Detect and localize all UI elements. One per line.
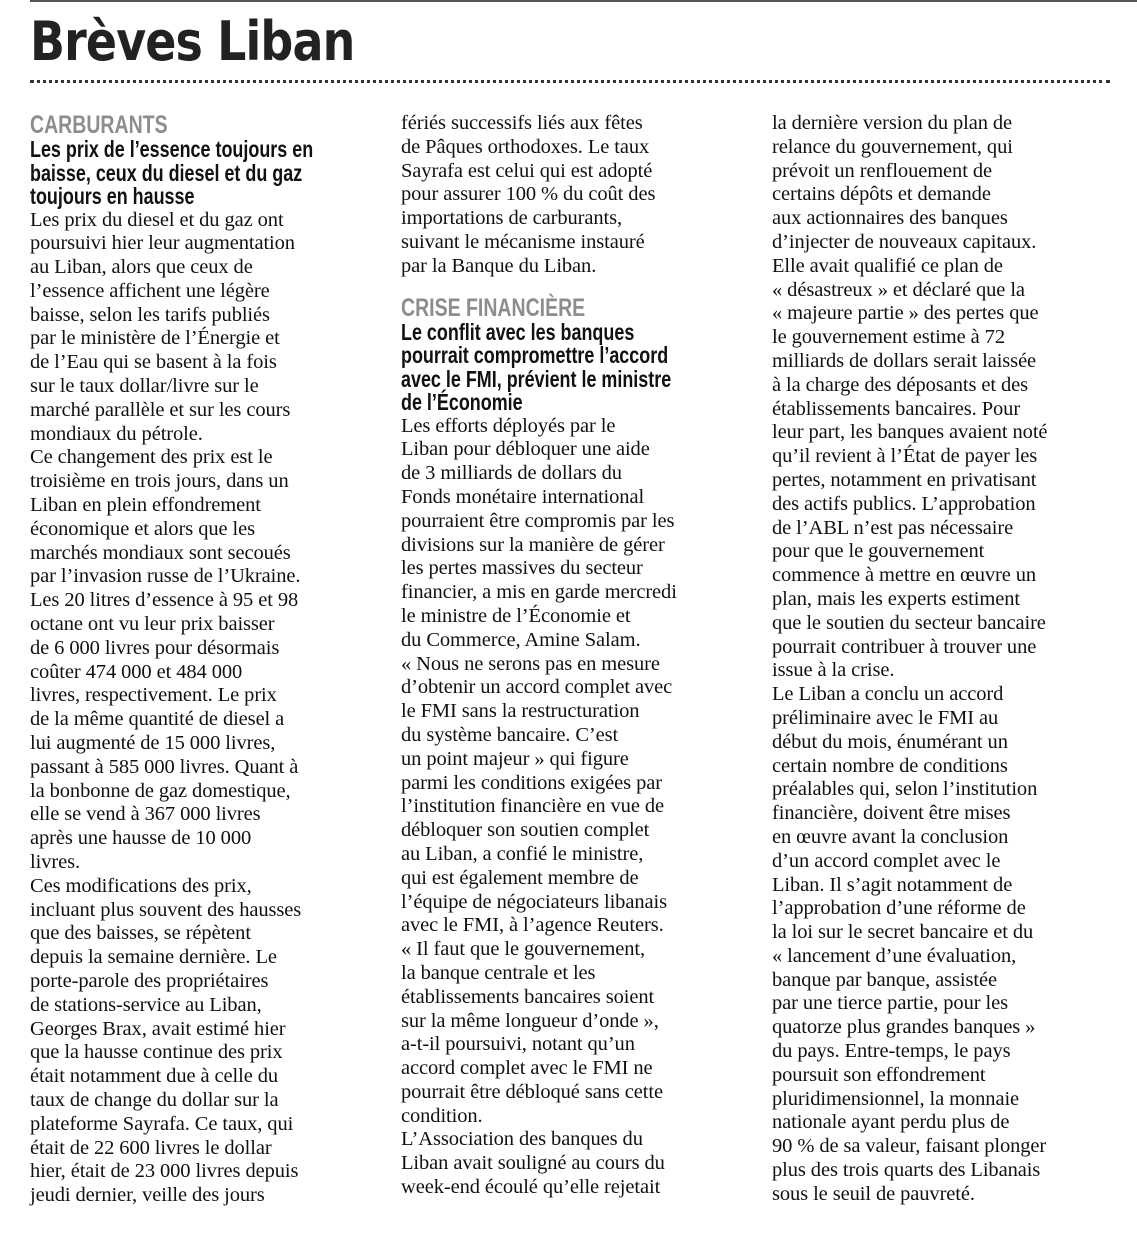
dotted-divider — [30, 80, 1110, 83]
page-title: Brèves Liban — [30, 10, 355, 73]
section-kicker-carburants: CARBURANTS — [30, 111, 168, 139]
article-body-carburants-continued: fériés successifs liés aux fêtes de Pâques orthodoxes. Le taux Sayrafa est celui qui est adopté pour assurer 100 % du coût des importations de carburants, suivant le mécanisme instauré par la Banque du Liban. — [401, 112, 656, 277]
column-2 — [401, 112, 753, 1200]
article-body-carburants: Les prix du diesel et du gaz ont poursuivi hier leur augmentation au Liban, alors que ceux de l’essence affichent une légère baisse, selon les tarifs publiés par le ministère de l’Énergie et de l’Eau qui se basent à la fois sur le taux dollar/livre sur le marché parallèle et sur les cours mondiaux du pétrole. Ce changement des prix est le troisième en trois jours, dans un Liban en plein effondrement économique et alors que les marchés mondiaux sont secoués par l’invasion russe de l’Ukraine. Les 20 litres d’essence à 95 et 98 octane ont vu leur prix baisser de 6 000 livres pour désormais coûter 474 000 et 484 000 livres, respectivement. Le prix de la même quantité de diesel a lui augmenté de 15 000 livres, passant à 585 000 livres. Quant à la bonbonne de gaz domestique, elle se vend à 367 000 livres après une hausse de 10 000 livres. Ces modifications des prix, incluant plus souvent des hausses que des baisses, se répètent depuis la semaine dernière. Le porte-parole des propriétaires de stations-service au Liban, Georges Brax, avait estimé hier que la hausse continue des prix était notamment due à celle du taux de change du dollar sur la plateforme Sayrafa. Ce taux, qui était de 22 600 livres le dollar hier, était de 23 000 livres depuis jeudi dernier, veille des jours — [30, 208, 302, 1207]
section-kicker-crise-financiere: CRISE FINANCIÈRE — [401, 293, 586, 322]
column-1 — [30, 112, 382, 1208]
top-rule — [30, 0, 1137, 2]
headline-wrap-carburants — [30, 138, 382, 209]
article-body-crise-financiere: Les efforts déployés par le Liban pour débloquer une aide de 3 milliards de dollars du Fonds monétaire international pourraient être compromis par les divisions sur la manière de gérer les pertes massives du secteur financier, a mis en garde mercredi le ministre de l’Économie et du Commerce, Amine Salam. « Nous ne serons pas en mesure d’obtenir un accord complet avec le FMI sans la restructuration du système bancaire. C’est un point majeur » qui figure parmi les conditions exigées par l’institution financière en vue de débloquer son soutien complet au Liban, a confié le ministre, qui est également membre de l’équipe de négociateurs libanais avec le FMI, à l’agence Reuters. « Il faut que le gouvernement, la banque centrale et les établissements bancaires soient sur la même longueur d’onde », a-t-il poursuivi, notant qu’un accord complet avec le FMI ne pourrait être débloqué sans cette condition. L’Association des banques du Liban avait souligné au cours du week-end écoulé qu’elle rejetait — [401, 414, 677, 1199]
column-3 — [772, 112, 1117, 1207]
article-body-crise-financiere-continued: la dernière version du plan de relance du gouvernement, qui prévoit un renflouement de certains dépôts et demande aux actionnaires des banques d’injecter de nouveaux capitaux. Elle avait qualifié ce plan de « désastreux » et déclaré que la « majeure partie » des pertes que le gouvernement estime à 72 milliards de dollars serait laissée à la charge des déposants et des établissements bancaires. Pour leur part, les banques avaient noté qu’il revient à l’État de payer les pertes, notamment en privatisant des actifs publics. L’approbation de l’ABL n’est pas nécessaire pour que le gouvernement commence à mettre en œuvre un plan, mais les experts estiment que le soutien du secteur bancaire pourrait contribuer à trouver une issue à la crise. Le Liban a conclu un accord préliminaire avec le FMI au début du mois, énumérant un certain nombre de conditions préalables qui, selon l’institution financière, doivent être mises en œuvre avant la conclusion d’un accord complet avec le Liban. Il s’agit notamment de l’approbation d’une réforme de la loi sur le secret bancaire et du « lancement d’une évaluation, banque par banque, assistée par une tierce partie, pour les quatorze plus grandes banques » du pays. Entre-temps, le pays poursuit son effondrement pluridimensionnel, la monnaie nationale ayant perdu plus de 90 % de sa valeur, faisant plonger plus des trois quarts des Libanais sous le seuil de pauvreté. — [772, 112, 1048, 1205]
section-gap — [401, 279, 753, 295]
headline-crise-financiere: Le conflit avec les banques pourrait compromettre l’accord avec le FMI, prévient le ministre de l’Économie — [401, 318, 672, 416]
headline-wrap-crise — [401, 318, 753, 416]
headline-carburants: Les prix de l’essence toujours en baisse, ceux du diesel et du gaz toujours en hausse — [30, 136, 314, 209]
